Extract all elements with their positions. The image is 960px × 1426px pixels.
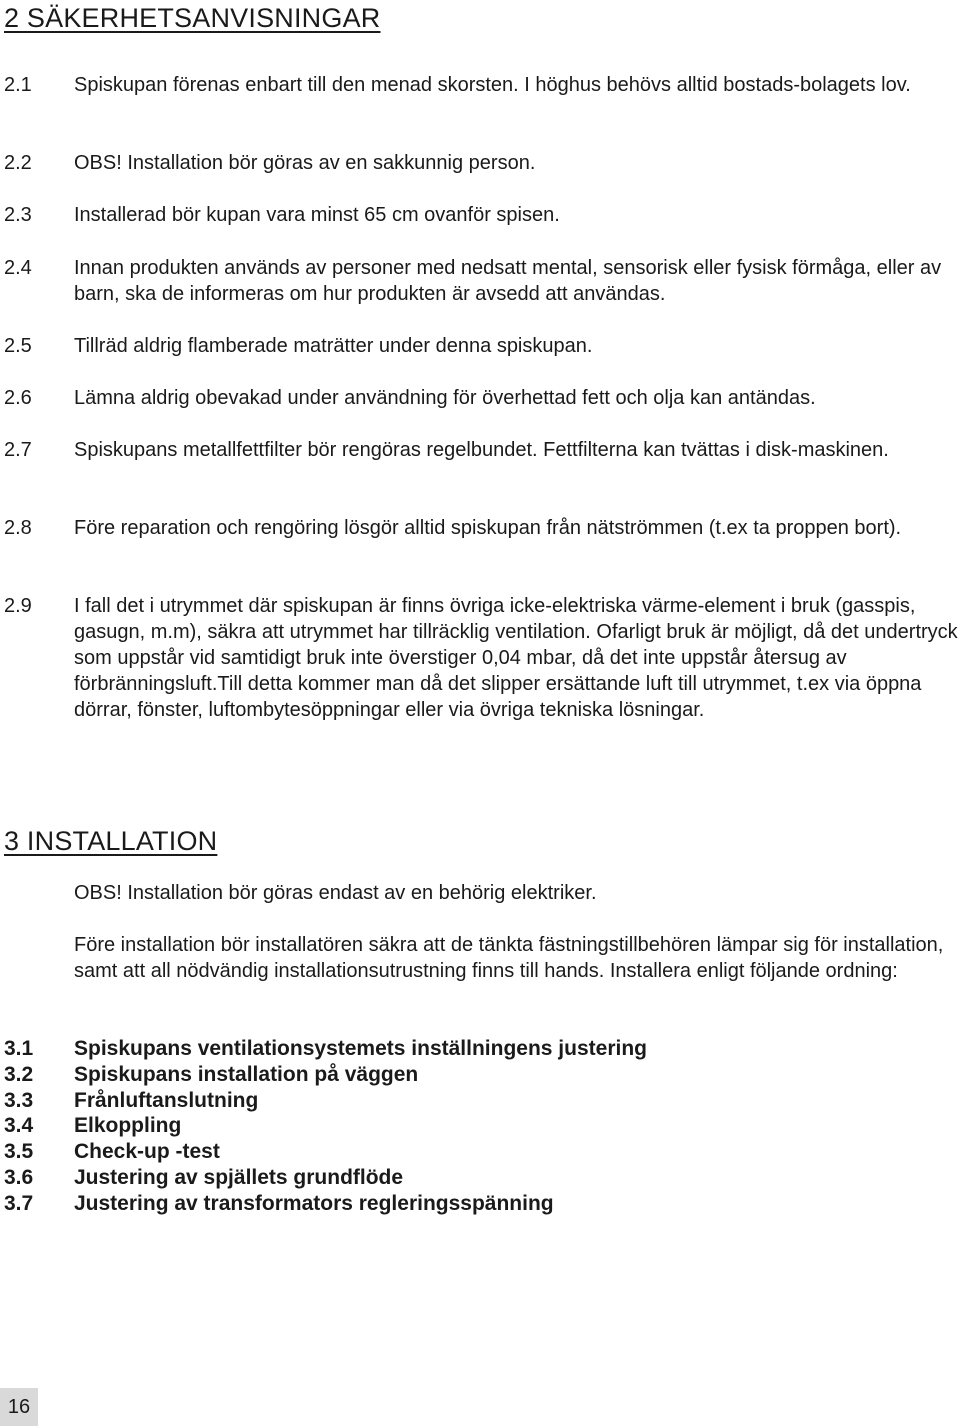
item-text: Innan produkten används av personer med nedsatt mental, sensorisk eller fysisk förmåga, eller av barn, ska de informeras om hur produkten är avsedd att användas. [74,257,942,305]
item-number: 2.5 [4,335,32,357]
safety-item-2-4 [4,255,958,307]
safety-item-2-8 [4,515,958,541]
step-3-1 [4,1036,904,1062]
safety-item-2-3 [4,202,958,228]
item-text: Installerad bör kupan vara minst 65 cm ovanför spisen. [74,204,560,226]
installation-intro: Före installation bör installatören säkra att de tänkta fästningstillbehören lämpar sig för installation, samt att all nödvändig installationsutrustning finns till hands. Installera enligt följande ordning: [74,934,944,982]
step-label: Spiskupans installation på väggen [74,1062,419,1086]
step-label: Check-up -test [74,1140,220,1164]
step-3-5 [4,1139,904,1165]
item-number: 2.9 [4,595,32,617]
item-text: I fall det i utrymmet där spiskupan är finns övriga icke-elektriska värme-element i bruk (gasspis, gasugn, m.m), säkra att utrymmet har tillräcklig ventilation. Ofarligt bruk är möjligt, då det undertryck som uppstår vid samtidigt bruk inte överstiger 0,04 mbar, då det inte uppstår återsug av förbränningsluft.Till detta kommer man då det slipper ersättande luft till utrymmet, t.ex via öppna dörrar, fönster, luftombytesöppningar eller via övriga tekniska lösningar. [74,595,958,721]
step-number: 3.7 [4,1191,34,1215]
item-number: 2.4 [4,257,32,279]
page-number: 16 [0,1388,38,1426]
item-number: 2.1 [4,74,32,96]
installation-note: OBS! Installation bör göras endast av en behörig elektriker. [74,882,597,904]
item-text: Lämna aldrig obevakad under användning för överhettad fett och olja kan antändas. [74,387,816,409]
safety-item-2-9 [4,593,958,723]
step-number: 3.5 [4,1140,34,1164]
step-3-3 [4,1088,904,1114]
step-number: 3.2 [4,1062,34,1086]
item-number: 2.8 [4,517,32,539]
safety-item-2-7 [4,437,958,463]
step-number: 3.4 [4,1114,34,1138]
installation-steps [4,1036,904,1217]
safety-item-2-1 [4,72,958,98]
section-3-heading: 3 INSTALLATION [4,826,218,856]
safety-item-2-5 [4,333,958,359]
step-label: Elkoppling [74,1114,182,1138]
section-2-heading: 2 SÄKERHETSANVISNINGAR [4,3,381,33]
step-label: Justering av spjällets grundflöde [74,1165,404,1189]
safety-item-2-2 [4,150,958,176]
item-number: 2.6 [4,387,32,409]
item-number: 2.3 [4,204,32,226]
safety-item-2-6 [4,385,958,411]
item-number: 2.2 [4,152,32,174]
item-text: Spiskupan förenas enbart till den menad skorsten. I höghus behövs alltid bostads-bolagets lov. [74,74,911,96]
item-text: Spiskupans metallfettfilter bör rengöras regelbundet. Fettfilterna kan tvättas i disk-maskinen. [74,439,889,461]
item-text: OBS! Installation bör göras av en sakkunnig person. [74,152,536,174]
step-number: 3.6 [4,1165,34,1189]
item-number: 2.7 [4,439,32,461]
step-label: Frånluftanslutning [74,1088,259,1112]
step-3-2 [4,1062,904,1088]
step-label: Spiskupans ventilationsystemets inställningens justering [74,1037,647,1060]
step-3-4 [4,1113,904,1139]
step-number: 3.3 [4,1088,34,1112]
step-number: 3.1 [4,1037,34,1060]
step-3-7 [4,1191,904,1217]
step-label: Justering av transformators regleringsspänning [74,1191,554,1215]
step-3-6 [4,1165,904,1191]
item-text: Tillräd aldrig flamberade maträtter under denna spiskupan. [74,335,593,357]
item-text: Före reparation och rengöring lösgör alltid spiskupan från nätströmmen (t.ex ta proppen bort). [74,517,902,539]
